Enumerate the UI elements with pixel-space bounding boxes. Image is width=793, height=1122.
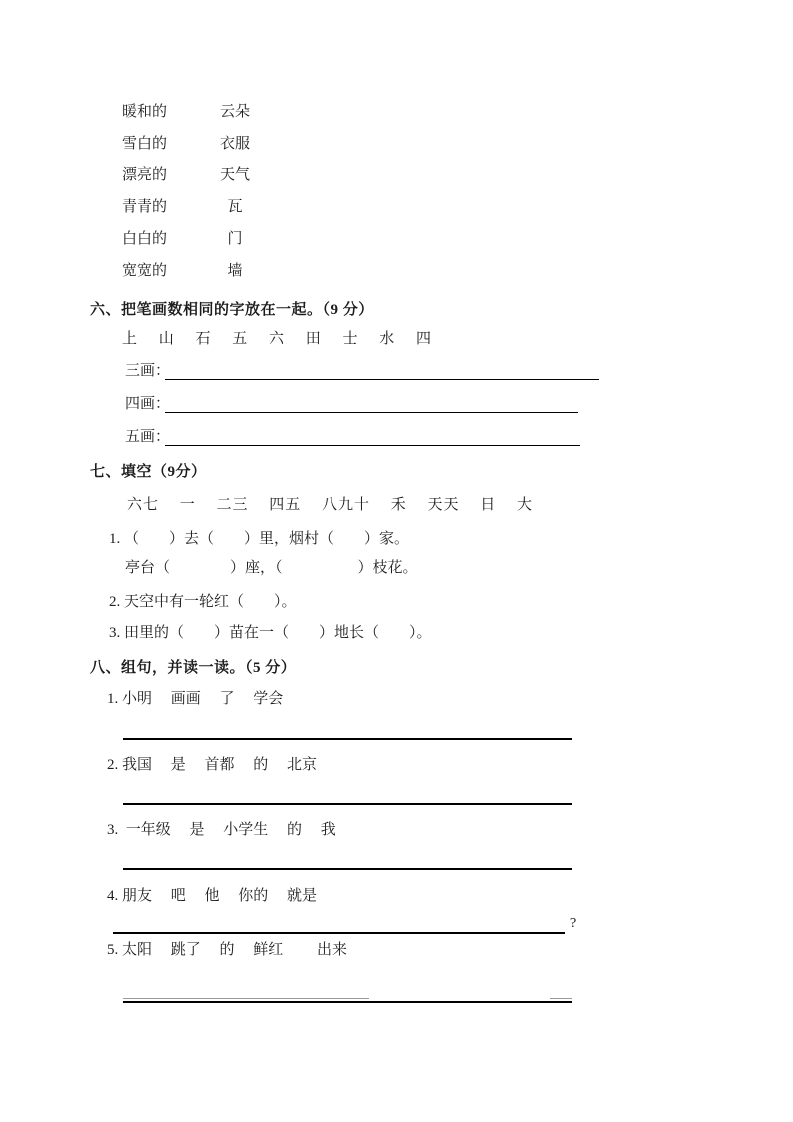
match-right-word[interactable]: 门: [227, 231, 243, 247]
stroke-row-label: 四画：: [125, 396, 171, 412]
match-left-word: 漂亮的: [122, 167, 168, 183]
sentence-answer-line[interactable]: [123, 803, 572, 805]
sentence-item-text: 2. 我国 是 首都 的 北京: [107, 757, 318, 773]
section-six-heading: 六、把笔画数相同的字放在一起。（9 分）: [90, 302, 374, 318]
match-left-word: 青青的: [122, 199, 168, 215]
word-bank: 六七 一 二三 四五 八九十 禾 天天 日 大: [127, 497, 534, 513]
sentence-answer-line[interactable]: [123, 1001, 572, 1003]
stroke-char-bank: 上 山 石 五 六 田 士 水 四: [122, 331, 433, 347]
fill-item-text[interactable]: 2. 天空中有一轮红（ ）。: [109, 594, 297, 610]
sentence-item-text: 4. 朋友 吧 他 你的 就是: [107, 888, 318, 904]
fill-item-text[interactable]: 3. 田里的（ ）苗在一（ ）地长（ ）。: [109, 625, 432, 641]
match-right-word[interactable]: 瓦: [227, 199, 243, 215]
sentence-item-text: 5. 太阳 跳了 的 鲜红 出来: [107, 942, 348, 958]
stroke-row-label: 三画：: [125, 363, 171, 379]
match-right-word[interactable]: 衣服: [219, 136, 250, 152]
section-eight-heading: 八、组句，并读一读。（5 分）: [90, 660, 297, 676]
match-right-word[interactable]: 墙: [227, 263, 243, 279]
stroke-answer-line[interactable]: [165, 445, 580, 446]
sentence-answer-line-secondary: [550, 998, 572, 999]
sentence-answer-line[interactable]: [123, 868, 572, 870]
sentence-answer-line[interactable]: [113, 932, 565, 934]
stroke-answer-line[interactable]: [165, 379, 599, 380]
match-right-word[interactable]: 天气: [219, 167, 250, 183]
sentence-item-text: 3. 一年级 是 小学生 的 我: [107, 822, 336, 838]
match-left-word: 暖和的: [122, 104, 168, 120]
stroke-answer-line[interactable]: [165, 412, 578, 413]
sentence-answer-line-secondary: [123, 998, 369, 999]
section-seven-heading: 七、填空（9分）: [90, 464, 207, 480]
match-left-word: 宽宽的: [122, 263, 168, 279]
fill-item-text[interactable]: 1. （ ）去（ ）里，烟村（ ）家。: [109, 531, 410, 547]
fill-item-text[interactable]: 亭台（ ）座，（ ）枝花。: [125, 560, 418, 576]
match-right-word[interactable]: 云朵: [219, 104, 250, 120]
stroke-row-label: 五画：: [125, 429, 171, 445]
match-left-word: 白白的: [122, 231, 168, 247]
sentence-item-text: 1. 小明 画画 了 学会: [107, 691, 284, 707]
match-left-word: 雪白的: [122, 136, 168, 152]
question-mark-suffix: ?: [570, 916, 577, 931]
sentence-answer-line[interactable]: [123, 738, 572, 740]
